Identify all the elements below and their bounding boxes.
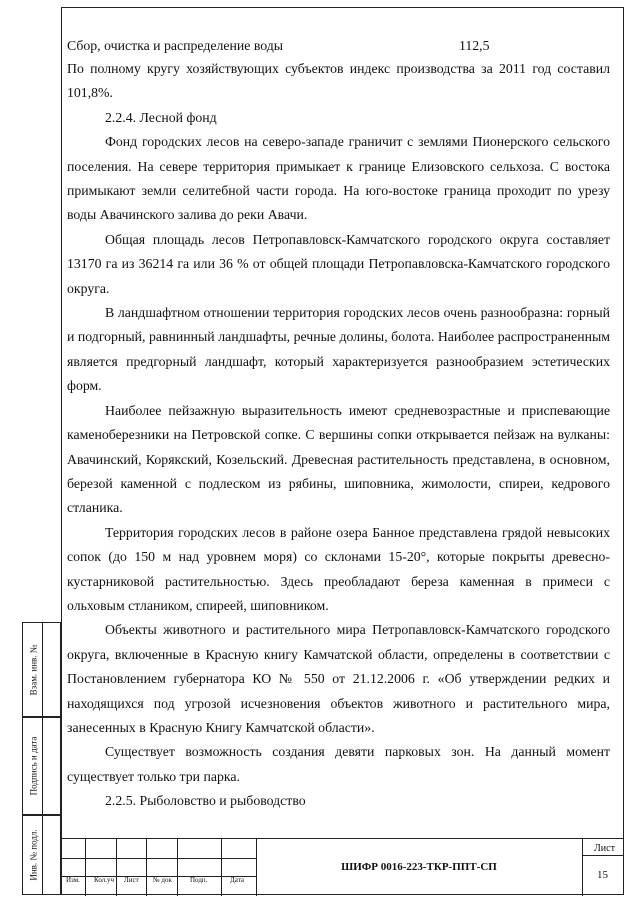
- paragraph: По полному кругу хозяйствующих субъектов индекс производства за 2011 год составил 101,8%.: [67, 61, 610, 101]
- stamp-inv: [22, 815, 61, 895]
- production-index-row: [67, 35, 610, 57]
- stamp-podpis-label: Подпись и дата: [28, 736, 39, 796]
- stamp-inv-label: Инв. № подл.: [28, 829, 39, 881]
- section-heading: 2.2.4. Лесной фонд: [105, 109, 217, 125]
- document-body: [67, 57, 610, 814]
- paragraph: Существует возможность создания девяти парковых зон. На данный момент существует только три парка.: [67, 744, 610, 784]
- sheet-number: 15: [597, 869, 608, 881]
- header-ndok: № док: [153, 876, 172, 884]
- header-data: Дата: [230, 876, 244, 884]
- document-code: ШИФР 0016-223-ТКР-ППТ-СП: [341, 860, 497, 873]
- header-kolvo: Кол.уч: [94, 876, 114, 884]
- row-value: 112,5: [459, 38, 490, 53]
- paragraph: Территория городских лесов в районе озера Банное представлена грядой невысоких сопок (до 150 м над уровнем моря) со склонами 15-20°, которые покрыты древесно-кустарниковой растительностью. Здесь преобладают береза каменная в примеси с ольховым стлаником, спиреей, шиповником.: [67, 524, 610, 613]
- header-podp: Подп.: [190, 876, 208, 884]
- paragraph: В ландшафтном отношении территория городских лесов очень разнообразна: горный и подгорный, равнинный ландшафты, речные долины, болота. Наиболее распространенным является предгорный ландшафт, который характеризуется разнообразием эстетических форм.: [67, 305, 610, 394]
- stamp-vzam-label: Взам. инв. №: [28, 644, 39, 695]
- paragraph: Наиболее пейзажную выразительность имеют средневозрастные и приспевающие каменоберезники на Петровской сопке. С вершины сопки открывается пейзаж на вулканы: Авачинский, Корякский, Козельский. Древесная растительность представлена, в основном, березой каменной с подлеском из рябины, шиповника, жимолости, спиреи, кедрового стланика.: [67, 402, 610, 516]
- paragraph: Объекты животного и растительного мира Петропавловск-Камчатского городского округа, включенные в Красную книгу Камчатской области, определены в соответствии с Постановлением губернатора КО № 550 от 21.12.2006 г. «Об утверждении редких и находящихся под угрозой исчезновения объектов животного и растительного мира, занесенных в Красную Книгу Камчатской области».: [67, 622, 610, 735]
- stamp-vzam: [22, 622, 61, 717]
- header-izm: Изм.: [66, 876, 80, 884]
- row-label: Сбор, очистка и распределение воды: [67, 38, 284, 53]
- header-list: Лист: [124, 876, 139, 884]
- stamp-podpis: [22, 717, 61, 815]
- sheet-label: Лист: [594, 843, 615, 854]
- section-heading: 2.2.5. Рыболовство и рыбоводство: [105, 793, 306, 809]
- paragraph: Общая площадь лесов Петропавловск-Камчатского городского округа составляет 13170 га из 36214 га или 36 % от общей площади Петропавловска-Камчатского городского округа.: [67, 231, 610, 296]
- paragraph: Фонд городских лесов на северо-западе граничит с землями Пионерского сельского поселения. На севере территория примыкает к границе Елизовского сельхоза. С востока примыкают земли селитебной части города. На юго-востоке граница проходит по урезу воды Авачинского залива до реки Авачи.: [67, 134, 610, 223]
